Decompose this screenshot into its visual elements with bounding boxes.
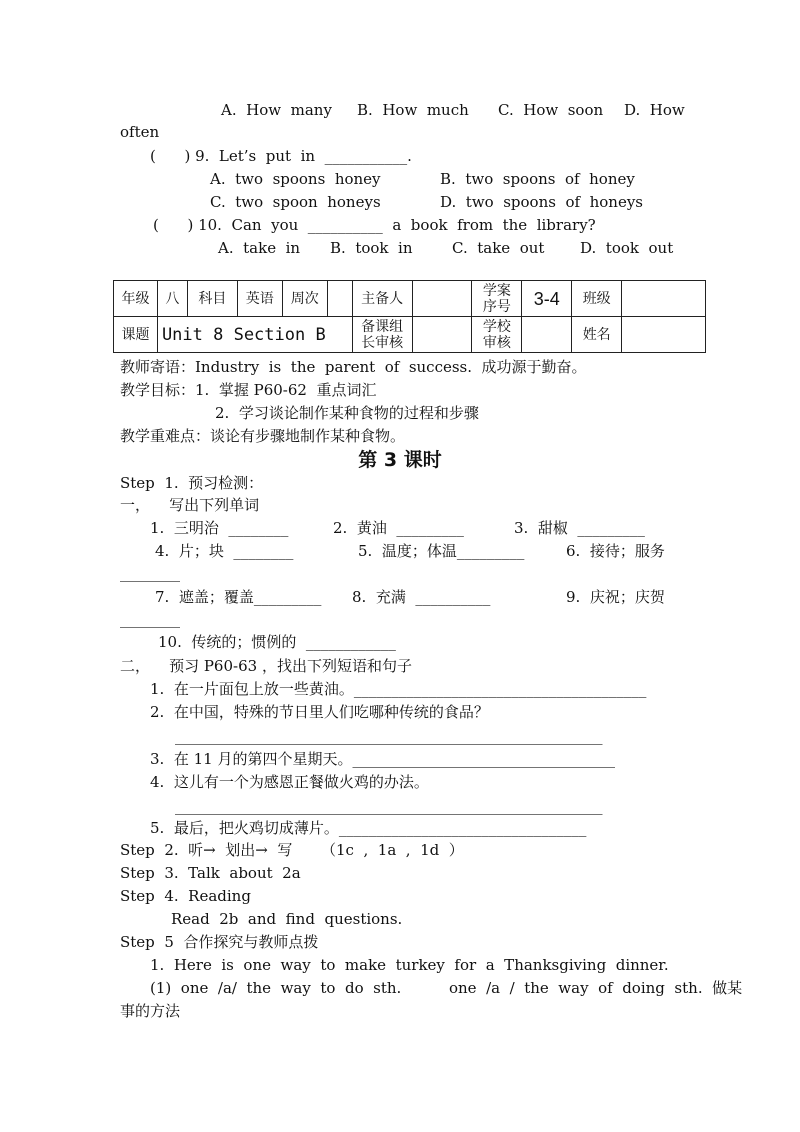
- word-item-10: 10. 传统的；惯例的 ____________: [158, 633, 396, 651]
- phrase-item-1: 1. 在一片面包上放一些黄油。_______________________________________: [150, 680, 647, 698]
- value-subject: 英语: [237, 281, 282, 317]
- label-preparer: 主备人: [352, 281, 412, 317]
- word-item-6: 6. 接待；服务: [566, 542, 665, 560]
- q10-option-d: D. took out: [580, 239, 674, 257]
- label-group-review: 备课组 长审核: [352, 317, 412, 353]
- phrase-item-2-blank: _________________________________________________________: [175, 727, 603, 745]
- phrase-item-4: 4. 这儿有一个为感恩正餐做火鸡的办法。: [150, 773, 429, 791]
- q10-option-b: B. took in: [330, 239, 413, 257]
- word-item-9-blank: ________: [120, 610, 180, 628]
- label-name: 姓名: [572, 317, 622, 353]
- phrase-item-4-blank: _________________________________________________________: [175, 797, 603, 815]
- step2-text: Step 2. 听→ 划出→ 写 （1c , 1a , 1d ）: [120, 841, 464, 859]
- word-item-5: 5. 温度；体温_________: [358, 542, 525, 560]
- word-item-7: 7. 遮盖；覆盖_________: [155, 588, 322, 606]
- value-week: [327, 281, 352, 317]
- value-preparer: [412, 281, 472, 317]
- q8-option-wrap: often: [120, 123, 160, 141]
- word-item-1: 1. 三明治 ________: [150, 519, 289, 537]
- value-plan-number: 3-4: [522, 281, 572, 317]
- q8-option-a: A. How many: [221, 101, 332, 119]
- phrase-item-2: 2. 在中国，特殊的节日里人们吃哪种传统的食品？: [150, 703, 489, 721]
- q10-option-c: C. take out: [452, 239, 545, 257]
- value-school-review: [522, 317, 572, 353]
- step4-text: Step 4. Reading: [120, 887, 251, 905]
- step3-text: Step 3. Talk about 2a: [120, 864, 301, 882]
- q9-option-c: C. two spoon honeys: [210, 193, 381, 211]
- q8-option-b: B. How much: [357, 101, 469, 119]
- value-topic: Unit 8 Section B: [157, 317, 352, 353]
- value-grade: 八: [157, 281, 187, 317]
- teaching-difficulty: 教学重难点：谈论有步骤地制作某种食物。: [120, 427, 406, 445]
- q9-option-d: D. two spoons of honeys: [440, 193, 644, 211]
- step5-point-1-1-wrap: 事的方法: [120, 1002, 181, 1020]
- q8-option-c: C. How soon: [498, 101, 604, 119]
- label-topic: 课题: [114, 317, 158, 353]
- word-item-4: 4. 片；块 ________: [155, 542, 294, 560]
- step1-heading: Step 1. 预习检测：: [120, 474, 264, 492]
- word-item-8: 8. 充满 __________: [352, 588, 491, 606]
- word-item-2: 2. 黄油 _________: [333, 519, 464, 537]
- label-subject: 科目: [187, 281, 237, 317]
- value-group-review: [412, 317, 472, 353]
- step5-text: Step 5 合作探究与教师点拨: [120, 933, 319, 951]
- q10-stem: ( ) 10. Can you __________ a book from the library?: [153, 216, 596, 234]
- header-row-1: [114, 281, 706, 317]
- label-school-review: 学校 审核: [472, 317, 522, 353]
- label-week: 周次: [282, 281, 327, 317]
- teaching-goal-1: 教学目标：1. 掌握 P60-62 重点词汇: [120, 381, 377, 399]
- value-class: [622, 281, 706, 317]
- teacher-motto: 教师寄语：Industry is the parent of success. 成功源于勤奋。: [120, 358, 587, 376]
- step1-part2-heading: 二， 预习 P60-63 ，找出下列短语和句子: [120, 657, 412, 675]
- q9-stem: ( ) 9. Let’s put in ___________.: [150, 147, 412, 165]
- word-item-6-blank: ________: [120, 564, 180, 582]
- label-grade: 年级: [114, 281, 158, 317]
- q9-option-b: B. two spoons of honey: [440, 170, 635, 188]
- step5-point-1-1: (1) one /a/ the way to do sth. one /a / the way of doing sth. 做某: [150, 979, 743, 997]
- step1-part1-heading: 一， 写出下列单词: [120, 496, 260, 514]
- word-item-9: 9. 庆祝；庆贺: [566, 588, 665, 606]
- lesson-header-table: [113, 280, 706, 353]
- header-row-2: [114, 317, 706, 353]
- word-item-3: 3. 甜椒 _________: [514, 519, 645, 537]
- label-plan-number: 学案 序号: [472, 281, 522, 317]
- q9-option-a: A. two spoons honey: [210, 170, 381, 188]
- value-name: [622, 317, 706, 353]
- q10-option-a: A. take in: [218, 239, 301, 257]
- label-class: 班级: [572, 281, 622, 317]
- q8-option-d: D. How: [624, 101, 685, 119]
- teaching-goal-2: 2. 学习谈论制作某种食物的过程和步骤: [215, 404, 479, 422]
- phrase-item-5: 5. 最后，把火鸡切成薄片。_________________________________: [150, 819, 587, 837]
- phrase-item-3: 3. 在 11 月的第四个星期天。___________________________________: [150, 750, 615, 768]
- step5-point-1: 1. Here is one way to make turkey for a Thanksgiving dinner.: [150, 956, 669, 974]
- step4-subtext: Read 2b and find questions.: [171, 910, 403, 928]
- lesson-title: 第 3 课时: [358, 449, 442, 471]
